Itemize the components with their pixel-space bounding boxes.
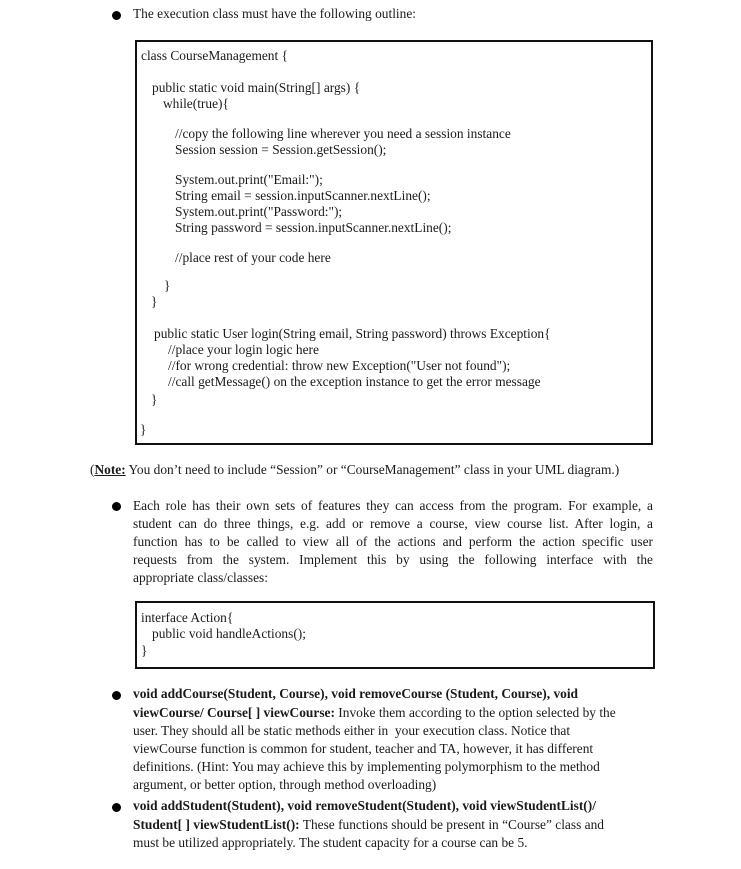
- code-line: public void handleActions();: [152, 626, 306, 641]
- note: [90, 462, 619, 478]
- code-line: System.out.print("Email:");: [175, 172, 323, 187]
- method-signature: void addCourse(Student, Course), void removeCourse (Student, Course), void: [133, 686, 579, 701]
- code-line: //copy the following line wherever you need a session instance: [175, 126, 511, 141]
- bullet-dot: [112, 502, 121, 511]
- paragraph-line: definitions. (Hint: You may achieve this by implementing polymorphism to the method: [133, 759, 600, 774]
- paragraph-line: user. They should all be static methods either in your execution class. Notice that: [133, 723, 571, 738]
- method-signature: viewCourse/ Course[ ] viewCourse:: [133, 705, 335, 720]
- code-line: }: [164, 278, 171, 293]
- method-signature: void addStudent(Student), void removeStudent(Student), void viewStudentList()/: [133, 798, 596, 813]
- paragraph-line: function has to be called to view all of the actions and perform the action specific user: [133, 534, 653, 549]
- code-line: }: [151, 392, 158, 407]
- method-signature: Student[ ] viewStudentList():: [133, 817, 300, 832]
- code-line: }: [141, 643, 148, 658]
- code-line: String password = session.inputScanner.nextLine();: [175, 220, 452, 235]
- code-line: class CourseManagement {: [141, 48, 288, 63]
- paragraph-line: appropriate class/classes:: [133, 570, 268, 585]
- code-line: }: [140, 422, 147, 437]
- paragraph-line: student can do three things, e.g. add or remove a course, view course list. After login, a: [133, 516, 653, 531]
- paragraph-line: requests from the system. Implement this by using the following interface with the: [133, 552, 653, 567]
- code-line: public static User login(String email, String password) throws Exception{: [154, 326, 551, 341]
- description-text: Invoke them according to the option selected by the: [334, 705, 616, 720]
- paragraph-line: must be utilized appropriately. The student capacity for a course can be 5.: [133, 835, 528, 850]
- bullet-paragraph-roles: [133, 497, 653, 587]
- paragraph-line: [133, 798, 604, 814]
- code-line: //place rest of your code here: [175, 250, 331, 265]
- bullet-text: The execution class must have the following outline:: [133, 6, 416, 21]
- bullet-dot: [112, 691, 121, 700]
- code-line: System.out.print("Password:");: [175, 204, 343, 219]
- paragraph-line: [133, 704, 616, 722]
- description-text: These functions should be present in “Course” class and: [299, 817, 604, 832]
- code-line: String email = session.inputScanner.nextLine();: [175, 188, 431, 203]
- paragraph-line: viewCourse function is common for student, teacher and TA, however, it has different: [133, 741, 594, 756]
- code-line: }: [151, 294, 158, 309]
- note-label: Note:: [94, 462, 126, 477]
- code-block-action-interface: [135, 601, 655, 669]
- note-open: (: [90, 462, 95, 477]
- code-line: //place your login logic here: [168, 342, 319, 357]
- paragraph-line: argument, or better option, through method overloading): [133, 777, 437, 792]
- bullet-paragraph-student-methods: [133, 798, 604, 850]
- paragraph-line: [133, 686, 616, 702]
- code-line: //call getMessage() on the exception instance to get the error message: [168, 374, 541, 389]
- code-line: Session session = Session.getSession();: [175, 142, 387, 157]
- paragraph-line: [133, 816, 604, 834]
- note-text: You don’t need to include “Session” or “CourseManagement” class in your UML diagram.): [125, 462, 620, 477]
- code-line: //for wrong credential: throw new Exception("User not found");: [168, 358, 511, 373]
- code-line: interface Action{: [141, 610, 234, 625]
- paragraph-line: Each role has their own sets of features they can access from the program. For example, a: [133, 498, 653, 513]
- code-line: while(true){: [163, 96, 229, 111]
- bullet-paragraph-course-methods: [133, 686, 616, 792]
- code-block-course-management: [135, 40, 653, 445]
- bullet-dot: [112, 803, 121, 812]
- code-line: public static void main(String[] args) {: [152, 80, 361, 95]
- bullet-dot: [112, 11, 121, 20]
